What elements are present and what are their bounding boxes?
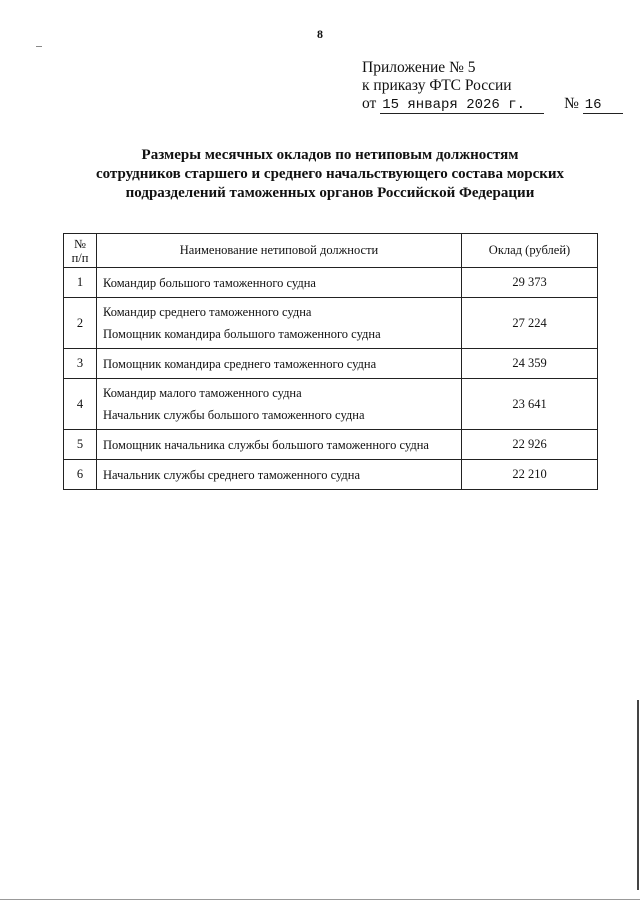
table-row [64, 379, 598, 430]
position-name: Командир большого таможенного судна [103, 275, 316, 290]
table-row [64, 298, 598, 349]
title-line: Размеры месячных окладов по нетиповым должностям [141, 147, 519, 163]
appendix-order-reference: к приказу ФТС России [362, 77, 512, 94]
header-salary: Оклад (рублей) [462, 234, 598, 268]
appendix-header [362, 59, 623, 114]
scan-artifact [36, 46, 42, 47]
title-line: сотрудников старшего и среднего начальствующего состава морских [95, 166, 565, 182]
table-row [64, 349, 598, 379]
salary-table [63, 233, 598, 490]
appendix-title: Приложение № 5 [362, 59, 476, 76]
header-number-line2: п/п [71, 250, 89, 265]
position-name: Помощник командира большого таможенного судна [103, 327, 381, 341]
header-position: Наименование нетиповой должности [97, 234, 462, 268]
row-position [97, 430, 462, 460]
table-row [64, 268, 598, 298]
row-position [97, 379, 462, 430]
row-salary: 24 359 [462, 349, 598, 379]
table-row [64, 460, 598, 490]
row-position [97, 349, 462, 379]
scan-artifact [637, 700, 639, 890]
row-salary: 22 210 [462, 460, 598, 490]
row-number: 6 [64, 460, 97, 490]
row-salary: 29 373 [462, 268, 598, 298]
scan-artifact [0, 899, 640, 900]
position-name: Начальник службы большого таможенного судна [103, 408, 365, 422]
header-number-line1: № [74, 236, 86, 251]
row-position [97, 298, 462, 349]
row-number: 3 [64, 349, 97, 379]
row-number: 2 [64, 298, 97, 349]
position-name: Командир среднего таможенного судна [103, 305, 312, 319]
row-salary: 27 224 [462, 298, 598, 349]
order-date: 15 января 2026 г. [380, 98, 544, 114]
position-name: Начальник службы среднего таможенного судна [103, 467, 361, 482]
row-salary: 23 641 [462, 379, 598, 430]
table-header-row [64, 234, 598, 268]
row-salary: 22 926 [462, 430, 598, 460]
document-title [60, 146, 600, 203]
row-position [97, 460, 462, 490]
date-prefix: от [362, 95, 377, 112]
position-name: Командир малого таможенного судна [103, 386, 302, 400]
order-number: 16 [583, 98, 623, 114]
appendix-date-line [362, 95, 623, 114]
position-name: Помощник начальника службы большого таможенного судна [103, 437, 429, 452]
table-row [64, 430, 598, 460]
position-name: Помощник командира среднего таможенного судна [103, 356, 377, 371]
row-number: 5 [64, 430, 97, 460]
row-number: 1 [64, 268, 97, 298]
title-line: подразделений таможенных органов Российской Федерации [125, 185, 535, 201]
page-number: 8 [317, 27, 323, 41]
row-number: 4 [64, 379, 97, 430]
header-number [64, 234, 97, 268]
row-position [97, 268, 462, 298]
order-number-label: № [564, 95, 579, 112]
